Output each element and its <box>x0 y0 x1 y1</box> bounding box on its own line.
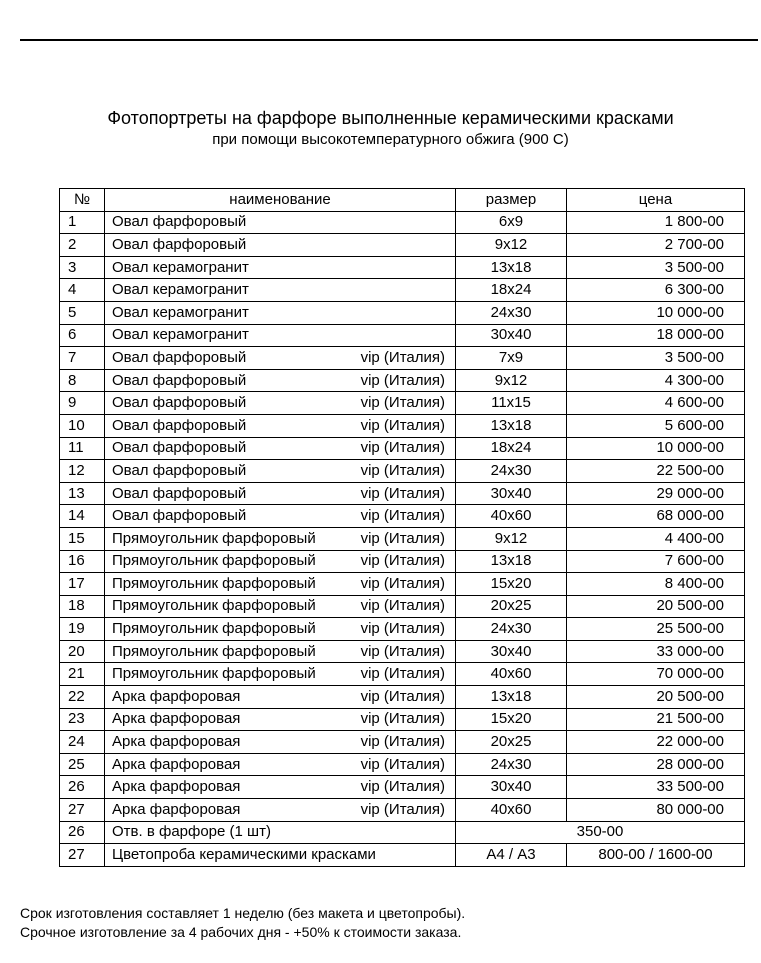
row-number: 24 <box>60 731 105 754</box>
row-name-cell <box>105 324 456 347</box>
row-tag: vip (Италия) <box>360 507 445 525</box>
row-name-cell <box>105 595 456 618</box>
row-size: 20x25 <box>456 731 567 754</box>
table-row <box>60 256 745 279</box>
table-row <box>60 482 745 505</box>
top-rule <box>20 39 758 41</box>
row-size: 13x18 <box>456 550 567 573</box>
row-tag: vip (Италия) <box>360 687 445 705</box>
row-number: 26 <box>60 821 105 844</box>
table-body <box>60 211 745 821</box>
row-size: 24x30 <box>456 301 567 324</box>
row-tag: vip (Италия) <box>360 620 445 638</box>
row-size: 30x40 <box>456 776 567 799</box>
column-header-price: цена <box>567 189 745 212</box>
row-price: 28 000-00 <box>567 753 745 776</box>
table-row <box>60 301 745 324</box>
page-subtitle: при помощи высокотемпературного обжига (900 С) <box>212 131 569 148</box>
row-size: 40x60 <box>456 799 567 822</box>
row-price: 20 500-00 <box>567 686 745 709</box>
row-number: 27 <box>60 799 105 822</box>
row-name: Цветопроба керамическими красками <box>105 844 456 867</box>
row-tag: vip (Италия) <box>360 597 445 615</box>
row-name-cell <box>105 414 456 437</box>
row-name: Арка фарфоровая <box>112 710 241 728</box>
row-name-cell <box>105 279 456 302</box>
row-number: 26 <box>60 776 105 799</box>
row-name: Овал фарфоровый <box>112 235 247 253</box>
row-price: 20 500-00 <box>567 595 745 618</box>
row-tag: vip (Италия) <box>360 552 445 570</box>
row-name-cell <box>105 234 456 257</box>
row-name-cell <box>105 753 456 776</box>
row-size: 30x40 <box>456 324 567 347</box>
row-name-cell <box>105 347 456 370</box>
row-number: 9 <box>60 392 105 415</box>
row-name-cell <box>105 256 456 279</box>
row-price: 33 500-00 <box>567 776 745 799</box>
row-tag: vip (Италия) <box>360 778 445 796</box>
column-header-number: № <box>60 189 105 212</box>
row-price: 22 000-00 <box>567 731 745 754</box>
row-name-cell <box>105 211 456 234</box>
row-size: 9x12 <box>456 234 567 257</box>
row-number: 14 <box>60 505 105 528</box>
row-size: 9x12 <box>456 369 567 392</box>
row-tag: vip (Италия) <box>360 755 445 773</box>
table-row <box>60 776 745 799</box>
table-row <box>60 595 745 618</box>
row-number: 21 <box>60 663 105 686</box>
row-number: 27 <box>60 844 105 867</box>
row-number: 5 <box>60 301 105 324</box>
row-price: 70 000-00 <box>567 663 745 686</box>
row-name: Овал фарфоровый <box>112 507 247 525</box>
row-name-cell <box>105 460 456 483</box>
table-row <box>60 731 745 754</box>
row-tag: vip (Италия) <box>360 416 445 434</box>
row-name: Овал фарфоровый <box>112 348 247 366</box>
row-price: 800-00 / 1600-00 <box>567 844 745 867</box>
row-name: Арка фарфоровая <box>112 778 241 796</box>
table-header-row <box>60 189 745 212</box>
row-name-cell <box>105 573 456 596</box>
row-price: 1 800-00 <box>567 211 745 234</box>
row-size: 15x20 <box>456 708 567 731</box>
row-size: 20x25 <box>456 595 567 618</box>
row-size: 30x40 <box>456 640 567 663</box>
price-table <box>59 188 745 867</box>
row-name: Прямоугольник фарфоровый <box>112 597 316 615</box>
row-price: 7 600-00 <box>567 550 745 573</box>
row-tag: vip (Италия) <box>360 439 445 457</box>
row-size: 24x30 <box>456 753 567 776</box>
table-row <box>60 324 745 347</box>
row-tag: vip (Италия) <box>360 461 445 479</box>
row-name-cell <box>105 618 456 641</box>
row-price: 22 500-00 <box>567 460 745 483</box>
table-row <box>60 460 745 483</box>
row-number: 10 <box>60 414 105 437</box>
row-price: 18 000-00 <box>567 324 745 347</box>
row-price: 6 300-00 <box>567 279 745 302</box>
row-number: 12 <box>60 460 105 483</box>
row-price: 4 300-00 <box>567 369 745 392</box>
table-row-color-proof <box>60 844 745 867</box>
row-tag: vip (Италия) <box>360 733 445 751</box>
row-name-cell <box>105 708 456 731</box>
table-row <box>60 369 745 392</box>
row-size: 13x18 <box>456 686 567 709</box>
row-number: 19 <box>60 618 105 641</box>
footer-line-urgent: Срочное изготовление за 4 рабочих дня - +50% к стоимости заказа. <box>20 924 462 940</box>
row-number: 22 <box>60 686 105 709</box>
row-size: 6x9 <box>456 211 567 234</box>
row-price: 25 500-00 <box>567 618 745 641</box>
row-name-cell <box>105 731 456 754</box>
row-price: 68 000-00 <box>567 505 745 528</box>
table-row <box>60 347 745 370</box>
row-size: 15x20 <box>456 573 567 596</box>
footer-line-delivery: Срок изготовления составляет 1 неделю (без макета и цветопробы). <box>20 905 466 921</box>
table-row <box>60 640 745 663</box>
row-number: 1 <box>60 211 105 234</box>
row-name: Прямоугольник фарфоровый <box>112 620 316 638</box>
row-name: Овал фарфоровый <box>112 394 247 412</box>
row-name: Овал керамогранит <box>112 303 249 321</box>
row-name-cell <box>105 550 456 573</box>
row-price: 2 700-00 <box>567 234 745 257</box>
row-tag: vip (Италия) <box>360 574 445 592</box>
row-size: 40x60 <box>456 663 567 686</box>
row-price: 5 600-00 <box>567 414 745 437</box>
row-name: Прямоугольник фарфоровый <box>112 642 316 660</box>
row-tag: vip (Италия) <box>360 529 445 547</box>
table-row <box>60 550 745 573</box>
row-price: 3 500-00 <box>567 256 745 279</box>
row-price: 80 000-00 <box>567 799 745 822</box>
row-size: 40x60 <box>456 505 567 528</box>
row-name-cell <box>105 437 456 460</box>
row-number: 11 <box>60 437 105 460</box>
row-name-cell <box>105 686 456 709</box>
row-name-cell <box>105 640 456 663</box>
row-name: Овал фарфоровый <box>112 461 247 479</box>
table-row <box>60 211 745 234</box>
row-number: 15 <box>60 527 105 550</box>
table-row <box>60 753 745 776</box>
table-row <box>60 414 745 437</box>
table-row <box>60 527 745 550</box>
row-name-cell <box>105 482 456 505</box>
table-row-hole <box>60 821 745 844</box>
page-title: Фотопортреты на фарфоре выполненные керамическими красками <box>107 108 674 128</box>
row-name: Арка фарфоровая <box>112 687 241 705</box>
table-extra-rows <box>60 821 745 866</box>
row-name: Овал фарфоровый <box>112 371 247 389</box>
row-name-cell <box>105 776 456 799</box>
row-name: Овал фарфоровый <box>112 416 247 434</box>
row-name: Овал фарфоровый <box>112 484 247 502</box>
row-name: Арка фарфоровая <box>112 755 241 773</box>
row-tag: vip (Италия) <box>360 484 445 502</box>
table-row <box>60 663 745 686</box>
row-number: 2 <box>60 234 105 257</box>
row-name: Арка фарфоровая <box>112 733 241 751</box>
row-price: 10 000-00 <box>567 437 745 460</box>
row-size: 11x15 <box>456 392 567 415</box>
row-size: 18x24 <box>456 437 567 460</box>
row-name-cell <box>105 663 456 686</box>
row-name-cell <box>105 527 456 550</box>
row-size: 24x30 <box>456 460 567 483</box>
row-tag: vip (Италия) <box>360 800 445 818</box>
row-number: 7 <box>60 347 105 370</box>
row-name: Овал керамогранит <box>112 258 249 276</box>
row-name: Прямоугольник фарфоровый <box>112 574 316 592</box>
row-name: Овал керамогранит <box>112 326 249 344</box>
row-size: 18x24 <box>456 279 567 302</box>
row-number: 25 <box>60 753 105 776</box>
row-number: 6 <box>60 324 105 347</box>
row-name-cell <box>105 392 456 415</box>
row-price: 8 400-00 <box>567 573 745 596</box>
row-number: 8 <box>60 369 105 392</box>
row-size: 24x30 <box>456 618 567 641</box>
row-tag: vip (Италия) <box>360 394 445 412</box>
row-number: 23 <box>60 708 105 731</box>
row-name: Прямоугольник фарфоровый <box>112 552 316 570</box>
row-number: 3 <box>60 256 105 279</box>
row-name-cell <box>105 369 456 392</box>
row-name-cell <box>105 301 456 324</box>
table-row <box>60 279 745 302</box>
table-row <box>60 799 745 822</box>
row-price: 29 000-00 <box>567 482 745 505</box>
row-tag: vip (Италия) <box>360 642 445 660</box>
table-row <box>60 234 745 257</box>
row-name-cell <box>105 799 456 822</box>
table-row <box>60 392 745 415</box>
row-number: 16 <box>60 550 105 573</box>
row-number: 17 <box>60 573 105 596</box>
table-row <box>60 686 745 709</box>
table-row <box>60 618 745 641</box>
row-size: 9x12 <box>456 527 567 550</box>
row-name-cell <box>105 505 456 528</box>
table-row <box>60 708 745 731</box>
column-header-size: размер <box>456 189 567 212</box>
row-price: 33 000-00 <box>567 640 745 663</box>
row-size: 30x40 <box>456 482 567 505</box>
row-name: Овал фарфоровый <box>112 213 247 231</box>
table-row <box>60 573 745 596</box>
row-name: Овал керамогранит <box>112 281 249 299</box>
row-number: 13 <box>60 482 105 505</box>
row-size: 7x9 <box>456 347 567 370</box>
row-tag: vip (Италия) <box>360 371 445 389</box>
row-price: 3 500-00 <box>567 347 745 370</box>
row-name: Овал фарфоровый <box>112 439 247 457</box>
row-name: Отв. в фарфоре (1 шт) <box>105 821 456 844</box>
row-size: А4 / А3 <box>456 844 567 867</box>
row-name: Прямоугольник фарфоровый <box>112 665 316 683</box>
row-price: 4 400-00 <box>567 527 745 550</box>
row-name: Арка фарфоровая <box>112 800 241 818</box>
table-row <box>60 505 745 528</box>
row-price: 350-00 <box>456 821 745 844</box>
row-price: 10 000-00 <box>567 301 745 324</box>
row-number: 20 <box>60 640 105 663</box>
row-size: 13x18 <box>456 256 567 279</box>
row-size: 13x18 <box>456 414 567 437</box>
table-row <box>60 437 745 460</box>
footer-notes <box>20 904 465 942</box>
row-number: 4 <box>60 279 105 302</box>
row-price: 4 600-00 <box>567 392 745 415</box>
column-header-name: наименование <box>105 189 456 212</box>
row-tag: vip (Италия) <box>360 665 445 683</box>
row-tag: vip (Италия) <box>360 348 445 366</box>
row-price: 21 500-00 <box>567 708 745 731</box>
row-name: Прямоугольник фарфоровый <box>112 529 316 547</box>
row-number: 18 <box>60 595 105 618</box>
row-tag: vip (Италия) <box>360 710 445 728</box>
